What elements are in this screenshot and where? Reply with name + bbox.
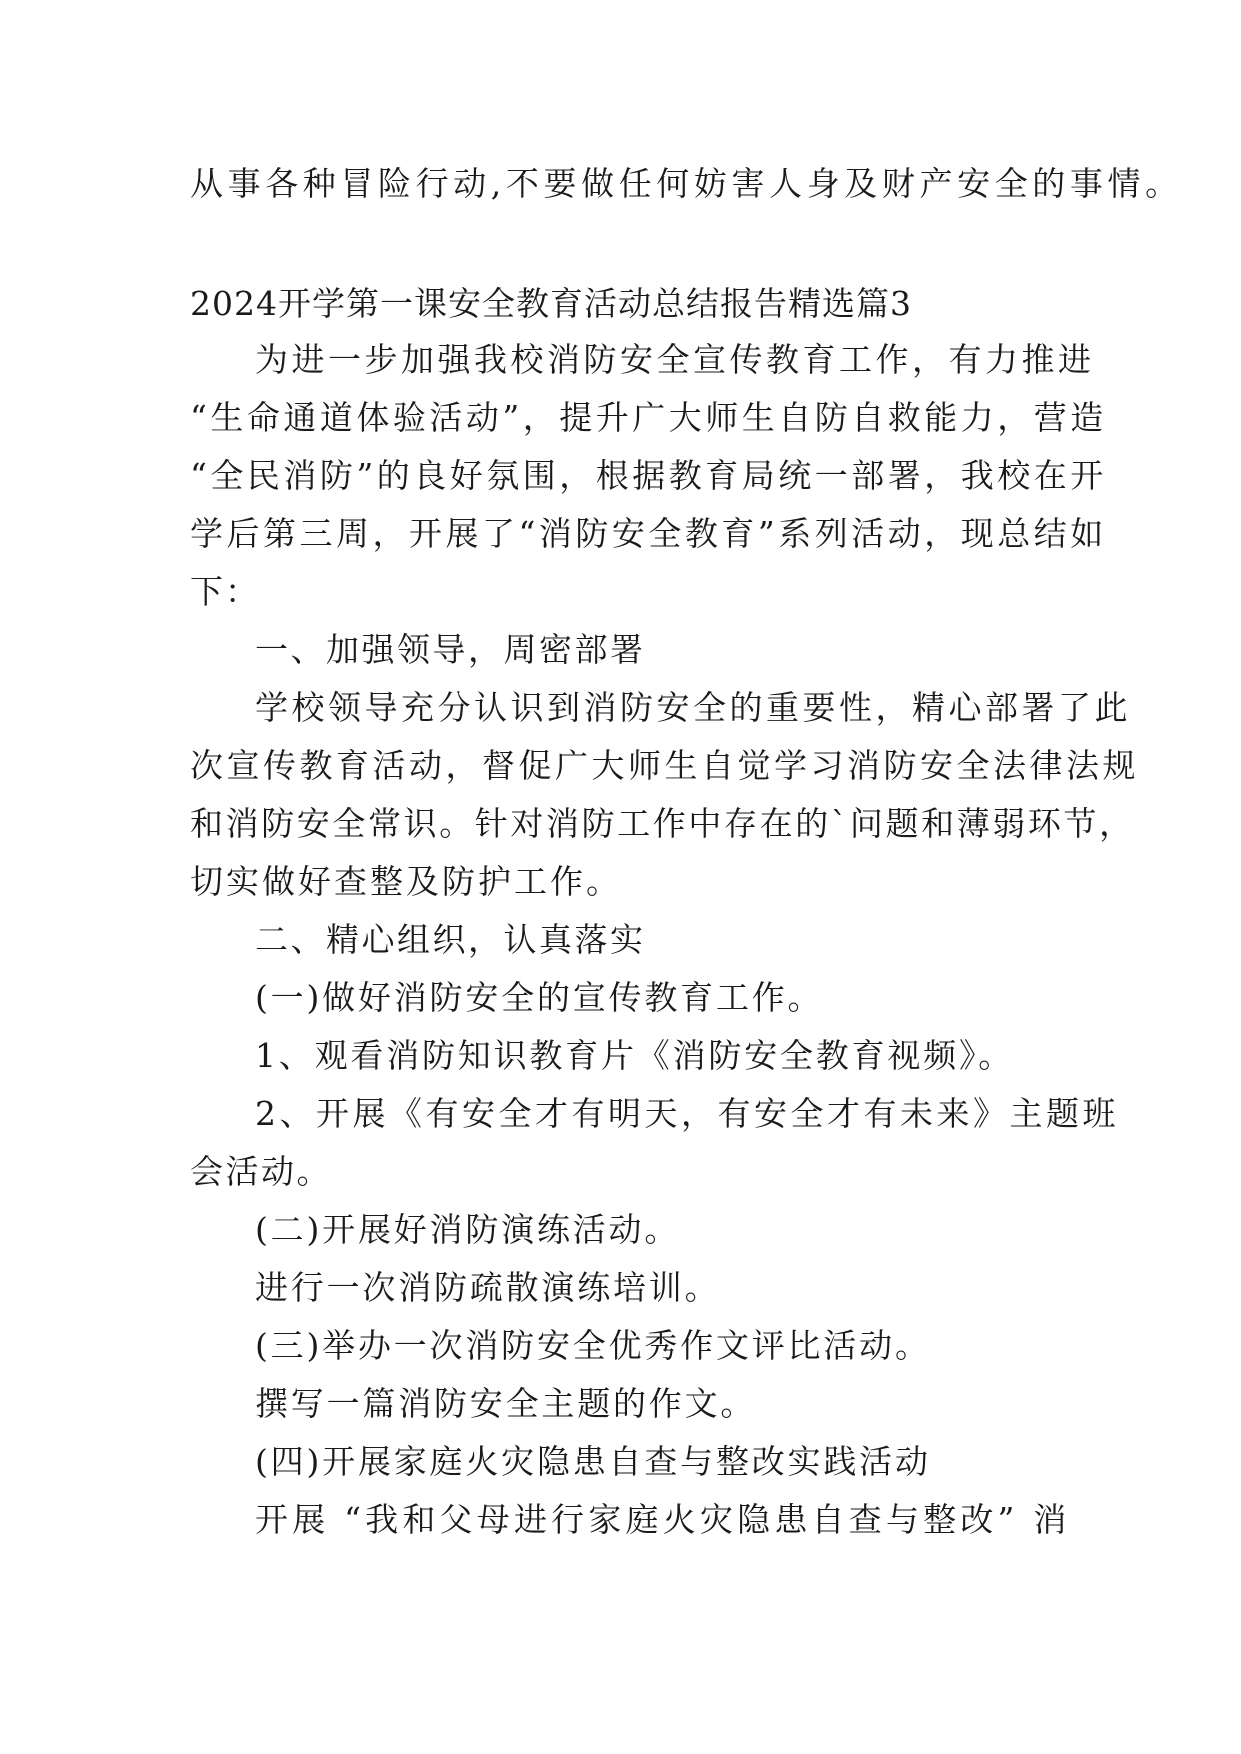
heading-1: 一、加强领导，周密部署 xyxy=(255,630,646,669)
subheading: (四)开展家庭火灾隐患自查与整改实践活动 xyxy=(255,1442,931,1481)
section-title: 2024开学第一课安全教育活动总结报告精选篇3 xyxy=(190,284,912,323)
subheading: (二)开展好消防演练活动。 xyxy=(255,1210,681,1249)
paragraph-line: 开展 “我和父母进行家庭火灾隐患自查与整改” 消 xyxy=(255,1500,1071,1539)
subheading: (三)举办一次消防安全优秀作文评比活动。 xyxy=(255,1326,931,1365)
heading-2: 二、精心组织，认真落实 xyxy=(255,920,646,959)
list-item-continuation: 会活动。 xyxy=(190,1152,332,1191)
subheading: (一)做好消防安全的宣传教育工作。 xyxy=(255,978,824,1017)
intro-line: “生命通道体验活动”，提升广大师生自防自救能力，营造 xyxy=(190,398,1107,437)
continuation-line: 从事各种冒险行动,不要做任何妨害人身及财产安全的事情。 xyxy=(190,164,1183,203)
paragraph-line: 进行一次消防疏散演练培训。 xyxy=(255,1268,721,1307)
paragraph-line: 次宣传教育活动，督促广大师生自觉学习消防安全法律法规 xyxy=(190,746,1139,785)
paragraph-line: 学校领导充分认识到消防安全的重要性，精心部署了此 xyxy=(255,688,1131,727)
intro-line: 为进一步加强我校消防安全宣传教育工作，有力推进 xyxy=(255,340,1095,379)
intro-line: 下： xyxy=(190,572,260,611)
list-item: 1、观看消防知识教育片《消防安全教育视频》。 xyxy=(255,1036,1015,1075)
paragraph-line: 撰写一篇消防安全主题的作文。 xyxy=(255,1384,757,1423)
intro-line: “全民消防”的良好氛围，根据教育局统一部署，我校在开 xyxy=(190,456,1107,495)
paragraph-line: 和消防安全常识。针对消防工作中存在的`问题和薄弱环节， xyxy=(190,804,1135,843)
list-item: 2、开展《有安全才有明天，有安全才有未来》主题班 xyxy=(255,1094,1119,1133)
paragraph-line: 切实做好查整及防护工作。 xyxy=(190,862,622,901)
intro-line: 学后第三周，开展了“消防安全教育”系列活动，现总结如 xyxy=(190,514,1107,553)
